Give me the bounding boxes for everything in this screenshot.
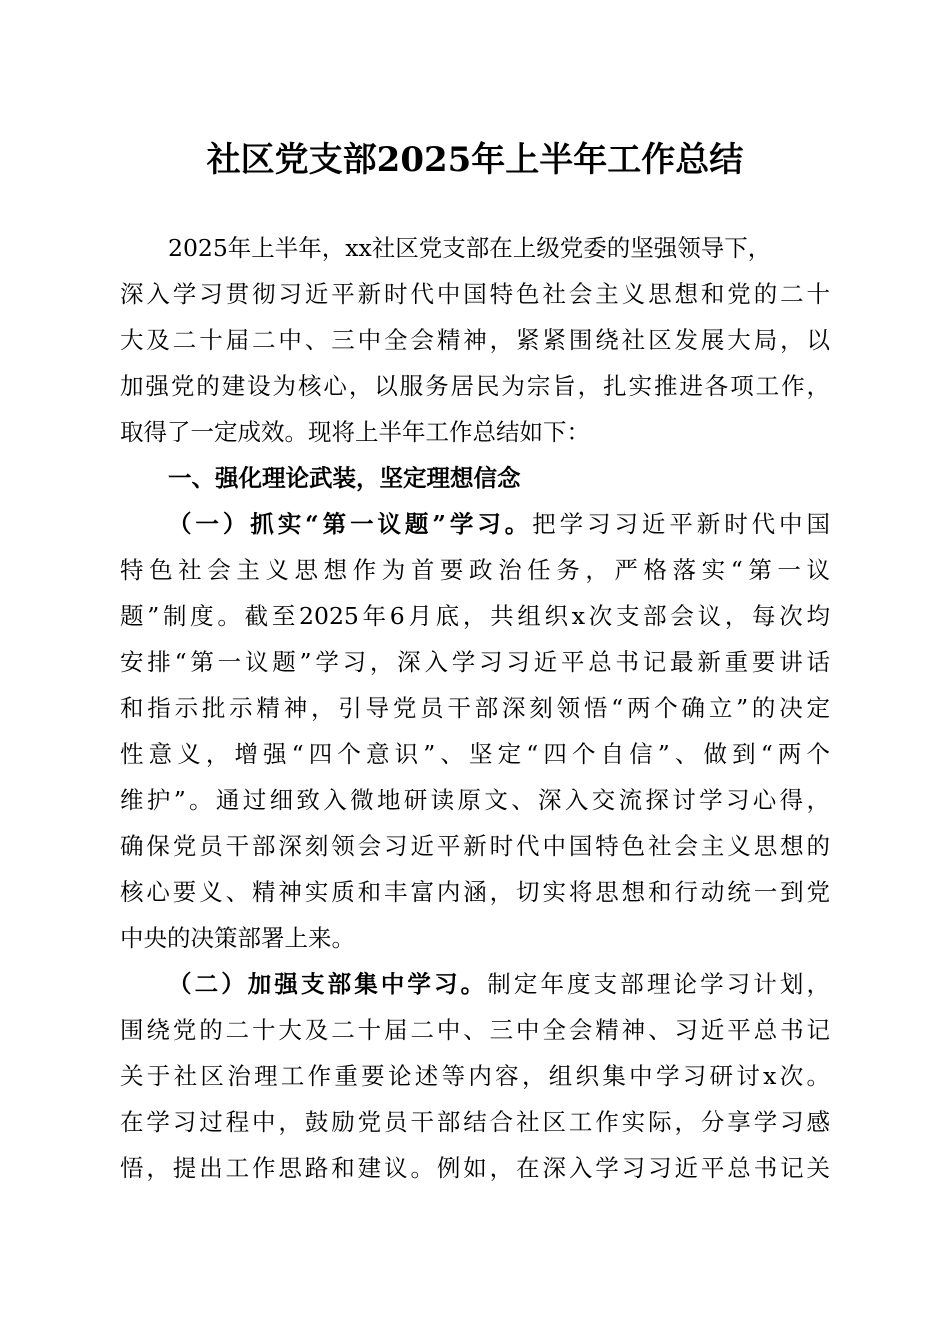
subsection-2-first-text: 制定年度支部理论学习计划，: [487, 970, 830, 998]
subsection-1-line: 维护”。通过细致入微地研读原文、深入交流探讨学习心得，: [120, 786, 830, 814]
subsection-2-first-line: [120, 962, 830, 1006]
intro-line-2: 深入学习贯彻习近平新时代中国特色社会主义思想和党的二十: [120, 280, 830, 308]
subsection-1-heading: （一）抓实“第一议题”学习。: [168, 510, 533, 538]
subsection-1-line: 安排“第一议题”学习，深入学习习近平总书记最新重要讲话: [120, 648, 830, 676]
intro-line-1: 2025年上半年，xx社区党支部在上级党委的坚强领导下，: [168, 234, 772, 262]
subsection-2-heading: （二）加强支部集中学习。: [168, 970, 488, 998]
document-title: 社区党支部2025年上半年工作总结: [206, 140, 744, 180]
intro-line-3: 大及二十届二中、三中全会精神，紧紧围绕社区发展大局，以: [120, 326, 830, 354]
intro-line-4: 加强党的建设为核心，以服务居民为宗旨，扎实推进各项工作，: [120, 372, 830, 400]
subsection-1-first-line: [120, 502, 830, 546]
subsection-2-line: 悟，提出工作思路和建议。例如，在深入学习习近平总书记关: [120, 1154, 830, 1182]
section-heading-1: 一、强化理论武装，坚定理想信念: [168, 464, 521, 492]
subsection-2-line: 在学习过程中，鼓励党员干部结合社区工作实际，分享学习感: [120, 1108, 830, 1136]
subsection-1-line: 确保党员干部深刻领会习近平新时代中国特色社会主义思想的: [120, 832, 830, 860]
subsection-1-first-text: 把学习习近平新时代中国: [532, 510, 830, 538]
subsection-2-line: 围绕党的二十大及二十届二中、三中全会精神、习近平总书记: [120, 1016, 830, 1044]
subsection-1-line: 题”制度。截至2025年6月底，共组织x次支部会议，每次均: [120, 602, 830, 630]
intro-line-5: 取得了一定成效。现将上半年工作总结如下：: [120, 418, 590, 446]
subsection-1-line: 特色社会主义思想作为首要政治任务，严格落实“第一议: [120, 556, 830, 584]
subsection-1-line: 性意义，增强“四个意识”、坚定“四个自信”、做到“两个: [120, 740, 830, 768]
subsection-1-line: 核心要义、精神实质和丰富内涵，切实将思想和行动统一到党: [120, 878, 830, 906]
subsection-2-line: 关于社区治理工作重要论述等内容，组织集中学习研讨x次。: [120, 1062, 830, 1090]
subsection-1-line: 和指示批示精神，引导党员干部深刻领悟“两个确立”的决定: [120, 694, 830, 722]
subsection-1-line: 中央的决策部署上来。: [120, 924, 355, 952]
